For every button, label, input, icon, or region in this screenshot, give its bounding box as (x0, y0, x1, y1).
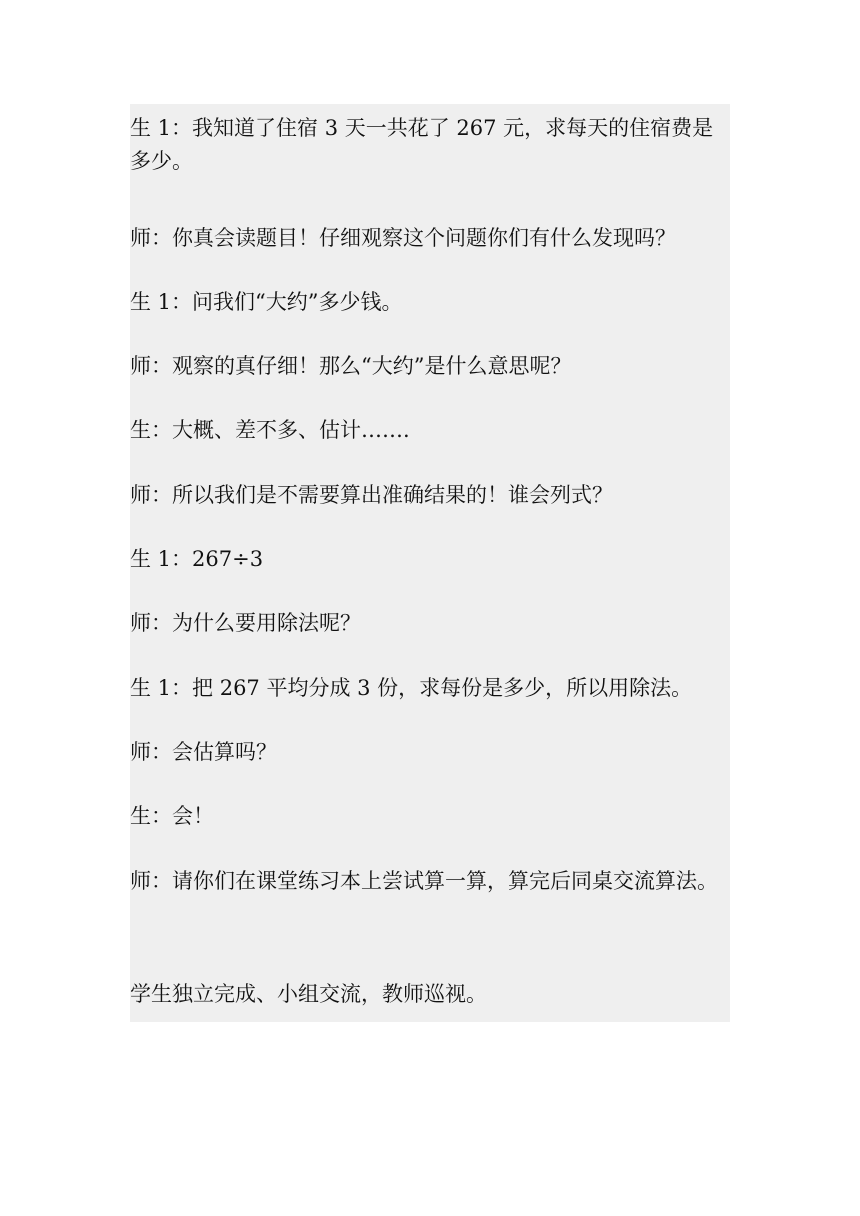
paragraph-teacher-why: 师：为什么要用除法呢？ (130, 611, 361, 635)
paragraph-student-division: 生 1：267÷3 (130, 547, 264, 571)
paragraph-class-activity: 学生独立完成、小组交流，教师巡视。 (130, 982, 487, 1006)
paragraph-teacher-can-estimate: 师：会估算吗？ (130, 740, 277, 764)
paragraph-teacher-expression: 师：所以我们是不需要算出准确结果的！谁会列式？ (130, 483, 613, 507)
paragraph-teacher-meaning: 师：观察的真仔细！那么“大约”是什么意思呢？ (130, 354, 572, 378)
paragraph-student-yes: 生：会！ (130, 804, 214, 828)
paragraph-student-about: 生 1：问我们“大约”多少钱。 (130, 290, 403, 314)
paragraph-student-question: 生 1：我知道了住宿 3 天一共花了 267 元，求每天的住宿费是多少。 (130, 116, 714, 173)
paragraph-student-reason: 生 1：把 267 平均分成 3 份，求每份是多少，所以用除法。 (130, 676, 693, 700)
paragraph-teacher-observe: 师：你真会读题目！仔细观察这个问题你们有什么发现吗？ (130, 226, 676, 250)
paragraph-student-estimate: 生：大概、差不多、估计……. (130, 418, 410, 442)
paragraph-teacher-practice: 师：请你们在课堂练习本上尝试算一算，算完后同桌交流算法。 (130, 869, 718, 893)
